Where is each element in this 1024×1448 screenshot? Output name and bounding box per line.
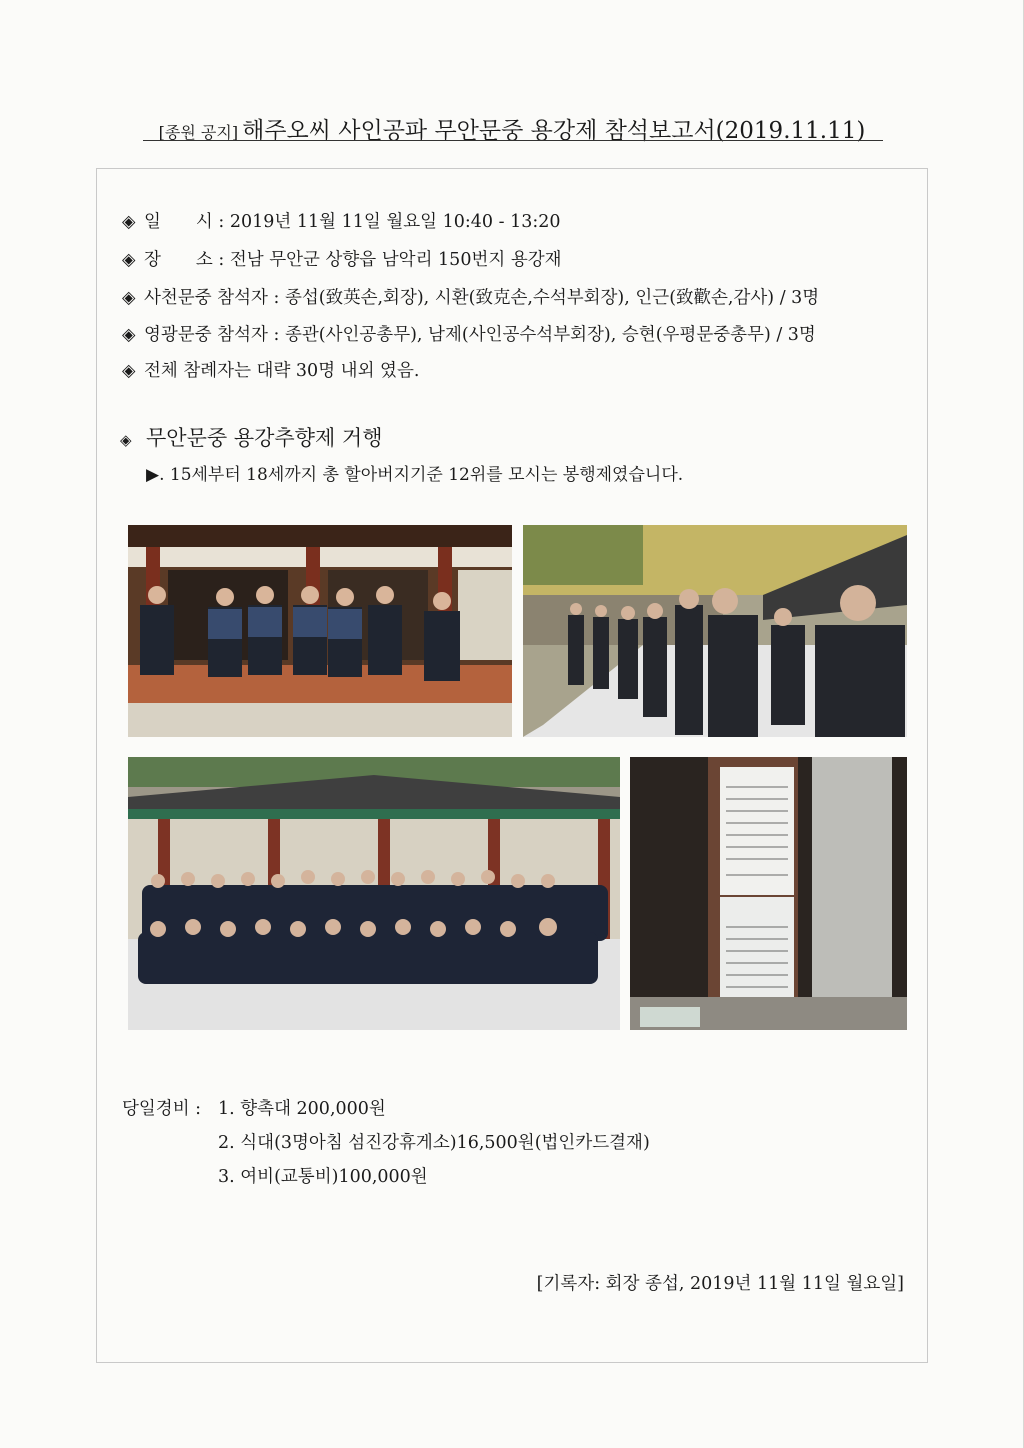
photo-attendees-standing-image	[128, 525, 512, 737]
info-label: 장 소	[144, 250, 213, 270]
photo-attendees-standing	[128, 525, 512, 737]
photo-group-image	[128, 757, 620, 1030]
diamond-bullet-icon: ◈	[122, 288, 136, 308]
diamond-bullet-icon: ◈	[120, 431, 132, 449]
info-line-yeonggwang-attendees	[122, 321, 816, 346]
diamond-bullet-icon: ◈	[122, 250, 136, 270]
title-underline	[143, 140, 883, 141]
info-label: 일 시	[144, 212, 213, 232]
info-line-sacheon-attendees	[122, 284, 819, 309]
expense-item: 2. 식대(3명아침 섬진강휴게소)16,500원(법인카드결재)	[218, 1133, 650, 1153]
title-tag: [종원 공지]	[158, 123, 239, 142]
section-heading-text: 무안문중 용강추향제 거행	[146, 426, 383, 450]
info-label: 영광문중 참석자	[144, 325, 268, 345]
diamond-bullet-icon: ◈	[122, 212, 136, 232]
expense-item: 3. 여비(교통비)100,000원	[218, 1167, 428, 1187]
diamond-bullet-icon: ◈	[122, 361, 136, 381]
info-value: 종관(사인공총무), 남제(사인공수석부회장), 승현(우평문중총무) / 3명	[284, 325, 816, 345]
photo-ceremony-outdoor-image	[523, 525, 907, 737]
info-separator: :	[212, 212, 230, 232]
info-line-place	[122, 246, 562, 271]
info-separator: :	[212, 250, 230, 270]
info-separator: :	[267, 325, 285, 345]
info-value: 2019년 11월 11일 월요일 10:40 - 13:20	[229, 212, 561, 232]
photo-group	[128, 757, 620, 1030]
photo-posted-notice	[630, 757, 907, 1030]
info-line-total	[122, 357, 419, 382]
info-separator: :	[267, 288, 285, 308]
info-value: 전남 무안군 상향읍 남악리 150번지 용강재	[229, 250, 562, 270]
info-line-datetime	[122, 208, 561, 233]
info-label: 전체 참례자는 대략 30명 내외 였음.	[144, 361, 420, 381]
photo-posted-notice-image	[630, 757, 907, 1030]
photo-ceremony-outdoor	[523, 525, 907, 737]
info-value: 종섭(致英손,회장), 시환(致克손,수석부회장), 인근(致歡손,감사) / 3명	[284, 288, 820, 308]
diamond-bullet-icon: ◈	[122, 325, 136, 345]
recorder-note: [기록자: 회장 종섭, 2019년 11월 11일 월요일]	[536, 1274, 904, 1294]
info-label: 사천문중 참석자	[144, 288, 268, 308]
title-text: 해주오씨 사인공파 무안문중 용강제 참석보고서(2019.11.11)	[242, 118, 866, 144]
section-heading	[120, 422, 383, 452]
expenses-label: 당일경비 :	[122, 1099, 202, 1119]
expense-item: 1. 향촉대 200,000원	[218, 1099, 386, 1119]
section-note: ▶. 15세부터 18세까지 총 할아버지기준 12위를 모시는 봉행제였습니다.	[146, 465, 684, 485]
